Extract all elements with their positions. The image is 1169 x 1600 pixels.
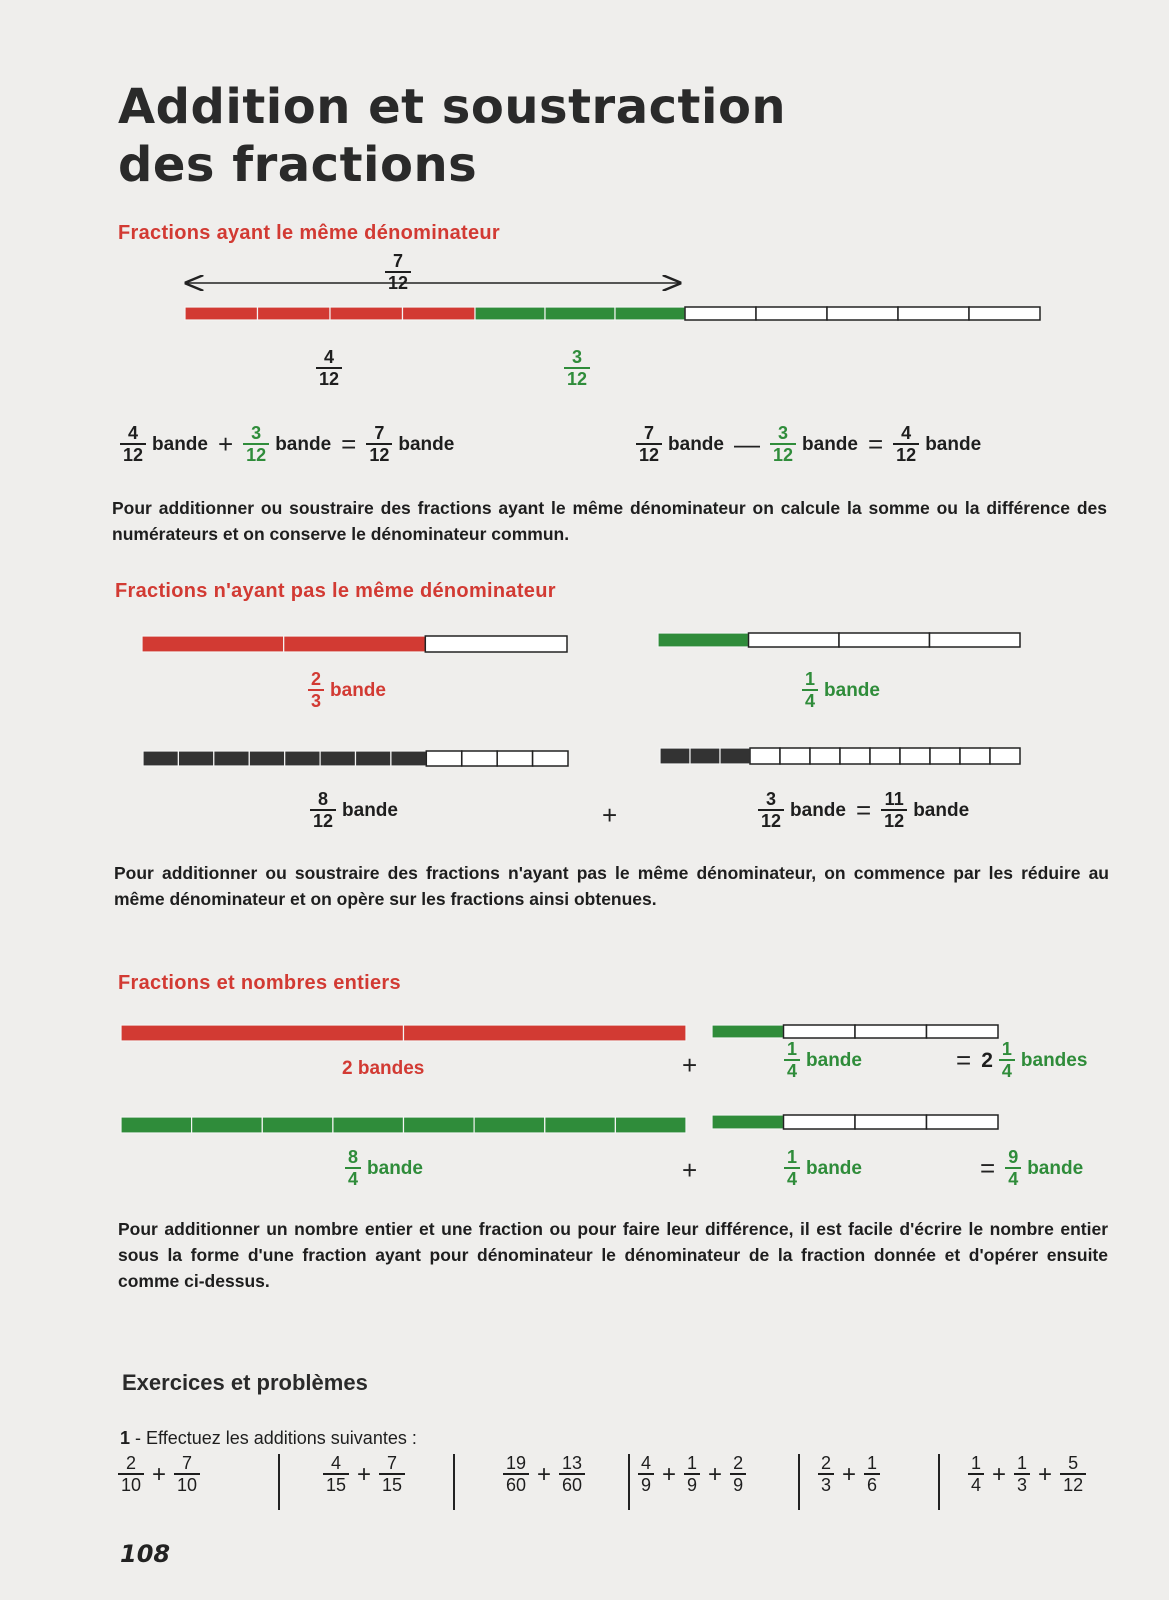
exercise-fraction: $\frac{13}{60}$ — [559, 1454, 585, 1495]
plus-sign: + — [1038, 1460, 1053, 1488]
eight-quarters-label: $\frac{8}{4}$ bande — [345, 1148, 423, 1189]
exercise-group — [638, 1454, 746, 1495]
twelfths-bar-segment — [685, 307, 756, 320]
eight-quarters-bar-segment — [615, 1117, 686, 1133]
rule-different-denominator: Pour additionner ou soustraire des fractions n'ayant pas le même dénominateur, on commence par les réduire au même dénominateur et on opère sur les fractions ainsi obtenues. — [114, 863, 1109, 909]
twelfths-bar-left-segment — [462, 751, 497, 766]
twelfths-bar-left-segment — [178, 751, 213, 766]
quarters-bar-row1-segment — [784, 1025, 856, 1038]
quarters-bar-row2-segment — [927, 1115, 999, 1129]
exercise-separator — [278, 1454, 280, 1510]
eight-quarters-bar-segment — [545, 1117, 616, 1133]
twelfths-bar-left-segment — [533, 751, 568, 766]
twelfths-bar-right-segment — [720, 748, 750, 764]
two-bands-label: 2 bandes — [342, 1058, 425, 1079]
addition-equation: $\frac{4}{12}$ bande + $\frac{3}{12}$ bande = $\frac{7}{12}$ bande — [120, 424, 454, 465]
two-thirds-label: $\frac{2}{3}$ bande — [308, 670, 386, 711]
quarters-bar-row2-segment — [712, 1115, 784, 1129]
plus-sign: + — [662, 1460, 677, 1488]
quarters-bar-row1-segment — [855, 1025, 927, 1038]
page-number: 108 — [120, 1540, 171, 1568]
twelfths-bar-left-segment — [285, 751, 320, 766]
exercise-fraction: $\frac{19}{60}$ — [503, 1454, 529, 1495]
eight-quarters-bar-segment — [192, 1117, 263, 1133]
twelfths-bar-left-segment — [214, 751, 249, 766]
twelfths-bar-segment — [475, 307, 545, 320]
twelfths-bar-right-segment — [750, 748, 780, 764]
exercise-fraction: $\frac{5}{12}$ — [1060, 1454, 1086, 1495]
eight-quarters-bar-segment — [333, 1117, 404, 1133]
quarters-bar-segment — [658, 633, 749, 647]
thirds-bar-segment — [425, 636, 567, 652]
plus-sign: + — [537, 1460, 552, 1488]
twelfths-bar-segment — [258, 307, 331, 320]
exercise-fraction: $\frac{2}{10}$ — [118, 1454, 144, 1495]
exercise-separator — [798, 1454, 800, 1510]
twelfths-bar-left-segment — [356, 751, 391, 766]
twelfths-bar-left-segment — [426, 751, 461, 766]
exercise-separator — [628, 1454, 630, 1510]
title-line-2: des fractions — [118, 137, 478, 193]
twelfths-bar-right-segment — [690, 748, 720, 764]
section-whole-numbers-title: Fractions et nombres entiers — [118, 972, 401, 994]
plus-sign: + — [152, 1460, 167, 1488]
arrow-fraction-label: $\frac{7}{12}$ — [385, 252, 411, 293]
exercise-fraction: $\frac{2}{3}$ — [818, 1454, 834, 1495]
quarters-bar-row2-segment — [784, 1115, 856, 1129]
rule-same-denominator: Pour additionner ou soustraire des fractions ayant le même dénominateur on calcule la somme ou la différence des numérateurs et on conserve le dénominateur commun. — [112, 498, 1107, 544]
exercise-separator — [938, 1454, 940, 1510]
exercise-fraction: $\frac{7}{10}$ — [174, 1454, 200, 1495]
twelfths-bar-segment — [898, 307, 969, 320]
green-part-label: $\frac{3}{12}$ — [564, 348, 590, 389]
exercises-title: Exercices et problèmes — [122, 1370, 368, 1395]
exercise-fraction: $\frac{1}{6}$ — [864, 1454, 880, 1495]
two-whole-bands-segment — [121, 1025, 404, 1041]
quarters-bar-row2-segment — [855, 1115, 927, 1129]
exercise-group — [118, 1454, 200, 1495]
twelfths-bar-right-segment — [780, 748, 810, 764]
twelfths-bar-left-segment — [143, 751, 178, 766]
row1-quarter-label: $\frac{1}{4}$ bande — [784, 1040, 862, 1081]
twelfths-bar-right-segment — [840, 748, 870, 764]
exercise-group — [818, 1454, 880, 1495]
quarters-bar-row1-segment — [927, 1025, 999, 1038]
eight-quarters-bar-segment — [262, 1117, 333, 1133]
exercise-fraction: $\frac{2}{9}$ — [730, 1454, 746, 1495]
twelfths-bar-segment — [330, 307, 403, 320]
row2-result: = $\frac{9}{4}$ bande — [980, 1147, 1084, 1189]
twelfths-bar-segment — [756, 307, 827, 320]
section-same-denominator-title: Fractions ayant le même dénominateur — [118, 222, 501, 244]
twelfths-bar-segment — [827, 307, 898, 320]
twelfths-bar-right-segment — [990, 748, 1020, 764]
exercise-group — [503, 1454, 585, 1495]
thirds-bar-segment — [284, 636, 426, 652]
exercise-fraction: $\frac{4}{15}$ — [323, 1454, 349, 1495]
two-whole-bands-segment — [404, 1025, 687, 1041]
section-different-denominator-title: Fractions n'ayant pas le même dénominateur — [115, 580, 556, 602]
row2-plus: + — [682, 1155, 698, 1185]
twelfths-bar-segment — [185, 307, 258, 320]
row2-quarter-label: $\frac{1}{4}$ bande — [784, 1148, 862, 1189]
twelfths-bar-right-segment — [960, 748, 990, 764]
exercise-fraction: $\frac{7}{15}$ — [379, 1454, 405, 1495]
exercise-fraction: $\frac{1}{9}$ — [684, 1454, 700, 1495]
twelfths-bar-left-segment — [497, 751, 532, 766]
exercise-fraction: $\frac{1}{4}$ — [968, 1454, 984, 1495]
eight-quarters-bar-segment — [121, 1117, 192, 1133]
twelfths-bar-left-segment — [391, 751, 426, 766]
exercise-separator — [453, 1454, 455, 1510]
exercise-group — [323, 1454, 405, 1495]
exercise-1-additions — [118, 1454, 1118, 1520]
twelfths-bar-right-segment — [660, 748, 690, 764]
twelfths-bar-segment — [615, 307, 685, 320]
red-part-label: $\frac{4}{12}$ — [316, 348, 342, 389]
quarters-bar-segment — [930, 633, 1021, 647]
plus-sign: + — [602, 800, 618, 830]
exercise-group — [968, 1454, 1086, 1495]
thirds-bar-segment — [142, 636, 284, 652]
title-line-1: Addition et soustraction — [118, 79, 787, 135]
eight-quarters-bar-segment — [474, 1117, 545, 1133]
twelfths-bar-segment — [403, 307, 476, 320]
row1-plus: + — [682, 1050, 698, 1080]
three-twelfths-equation: $\frac{3}{12}$ bande = $\frac{11}{12}$ bande — [758, 790, 969, 831]
eight-twelfths-label: $\frac{8}{12}$ bande — [310, 790, 398, 831]
row1-result: = 2 $\frac{1}{4}$ bandes — [956, 1039, 1088, 1081]
exercise-fraction: $\frac{4}{9}$ — [638, 1454, 654, 1495]
quarters-bar-segment — [839, 633, 930, 647]
quarters-bar-segment — [749, 633, 840, 647]
twelfths-bar-segment — [545, 307, 615, 320]
one-quarter-label: $\frac{1}{4}$ bande — [802, 670, 880, 711]
eight-quarters-bar-segment — [404, 1117, 475, 1133]
plus-sign: + — [842, 1460, 857, 1488]
twelfths-bar-right-segment — [900, 748, 930, 764]
rule-whole-numbers: Pour additionner un nombre entier et une fraction ou pour faire leur différence, il est facile d'écrire le nombre entier sous la forme d'une fraction ayant pour dénominateur le dénominateur de la fraction donnée et d'opérer ensuite comme ci-dessus. — [118, 1219, 1108, 1291]
exercise-1-label: 1 - Effectuez les additions suivantes : — [120, 1428, 417, 1448]
quarters-bar-row1-segment — [712, 1025, 784, 1038]
exercise-fraction: $\frac{1}{3}$ — [1014, 1454, 1030, 1495]
twelfths-bar-right-segment — [870, 748, 900, 764]
subtraction-equation: $\frac{7}{12}$ bande — $\frac{3}{12}$ bande = $\frac{4}{12}$ bande — [636, 424, 981, 465]
twelfths-bar-right-segment — [810, 748, 840, 764]
plus-sign: + — [357, 1460, 372, 1488]
twelfths-bar-right-segment — [930, 748, 960, 764]
plus-sign: + — [708, 1460, 723, 1488]
twelfths-bar-left-segment — [249, 751, 284, 766]
plus-sign: + — [992, 1460, 1007, 1488]
twelfths-bar-segment — [969, 307, 1040, 320]
twelfths-bar-left-segment — [320, 751, 355, 766]
